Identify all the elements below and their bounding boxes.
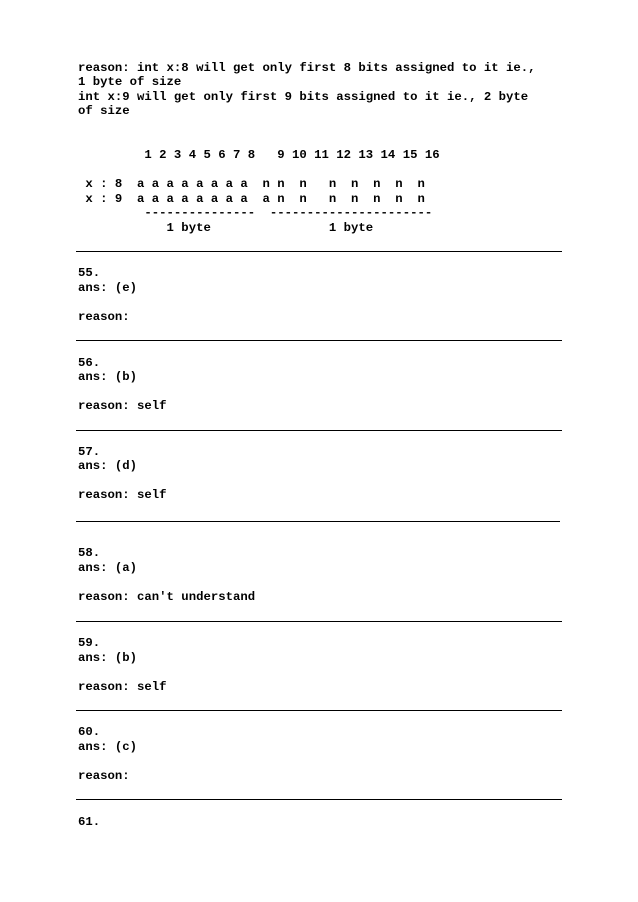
bit-byte-labels: 1 byte 1 byte	[78, 221, 374, 235]
answer-line: ans: (b)	[78, 651, 138, 665]
intro-line-4: of size	[78, 104, 130, 118]
divider	[76, 521, 560, 522]
question-number: 57.	[78, 445, 101, 459]
question-number: 56.	[78, 356, 101, 370]
intro-line-2: 1 byte of size	[78, 75, 182, 89]
reason-line: reason: self	[78, 399, 167, 413]
answer-line: ans: (e)	[78, 281, 138, 295]
divider	[76, 430, 562, 431]
answer-line: ans: (a)	[78, 561, 138, 575]
bit-dashes: --------------- ----------------------	[78, 206, 433, 220]
bit-header: 1 2 3 4 5 6 7 8 9 10 11 12 13 14 15 16	[78, 148, 440, 162]
bit-row-x9: x : 9 a a a a a a a a a n n n n n n n	[78, 192, 425, 206]
divider	[76, 799, 562, 800]
question-number: 60.	[78, 725, 101, 739]
answer-line: ans: (b)	[78, 370, 138, 384]
question-number: 59.	[78, 636, 101, 650]
reason-line: reason: can't understand	[78, 590, 256, 604]
reason-line: reason: self	[78, 680, 167, 694]
intro-line-3: int x:9 will get only first 9 bits assigned to it ie., 2 byte	[78, 90, 529, 104]
question-number: 61.	[78, 815, 101, 829]
divider	[76, 251, 562, 252]
intro-line-1: reason: int x:8 will get only first 8 bits assigned to it ie.,	[78, 61, 536, 75]
divider	[76, 621, 562, 622]
divider	[76, 710, 562, 711]
answer-line: ans: (c)	[78, 740, 138, 754]
reason-line: reason:	[78, 769, 130, 783]
question-number: 55.	[78, 266, 101, 280]
question-number: 58.	[78, 546, 101, 560]
reason-line: reason: self	[78, 488, 167, 502]
reason-line: reason:	[78, 310, 130, 324]
answer-line: ans: (d)	[78, 459, 138, 473]
divider	[76, 340, 562, 341]
bit-row-x8: x : 8 a a a a a a a a n n n n n n n n	[78, 177, 425, 191]
